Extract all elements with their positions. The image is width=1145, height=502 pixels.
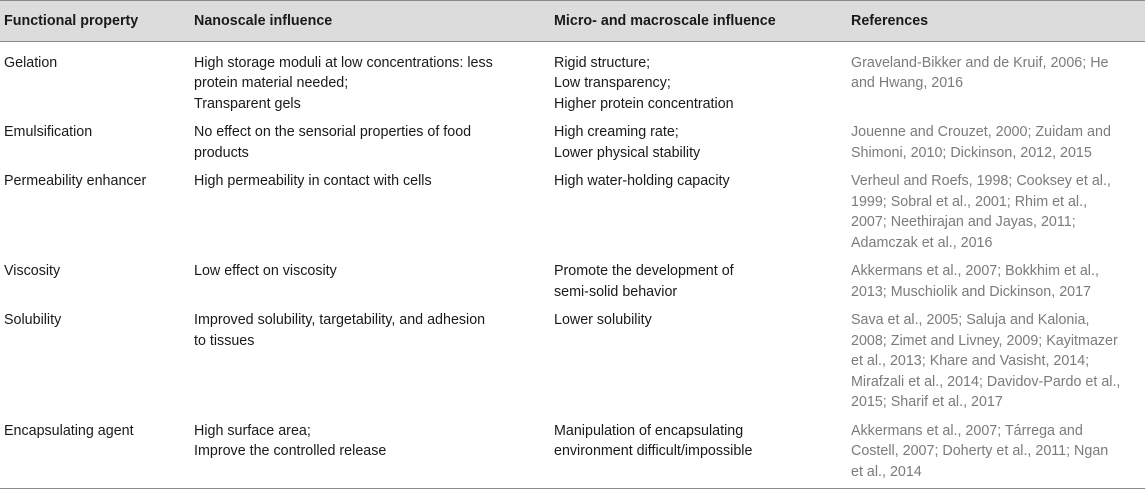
cell-nanoscale: High surface area; Improve the controlled release [188, 417, 548, 489]
cell-references: Akkermans et al., 2007; Tárrega and Costell, 2007; Doherty et al., 2011; Ngan et al., 2014 [845, 417, 1145, 489]
cell-microscale: Promote the development of semi-solid behavior [554, 263, 734, 300]
cell-property: Gelation [4, 54, 58, 71]
header-micro-macroscale-influence: Micro- and macroscale influence [548, 1, 845, 42]
header-row [0, 1, 1145, 42]
table-row [0, 118, 1145, 167]
cell-property: Permeability enhancer [4, 173, 147, 189]
cell-references: Sava et al., 2005; Saluja and Kalonia, 2008; Zimet and Livney, 2009; Kayitmazer et al., 2013; Khare and Vasisht, 2014; Mirafzali et al., 2014; Davidov-Pardo et al., 2015; Sharif et al., 2017 [851, 312, 1121, 410]
table-row [0, 167, 1145, 257]
table-body [0, 41, 1145, 489]
table-row [0, 306, 1145, 417]
cell-nanoscale: No effect on the sensorial properties of food products [194, 124, 472, 161]
cell-microscale: High creaming rate; Lower physical stability [554, 124, 701, 161]
cell-property: Encapsulating agent [0, 417, 188, 489]
cell-property: Emulsification [4, 124, 93, 140]
table-row [0, 257, 1145, 306]
cell-references: Jouenne and Crouzet, 2000; Zuidam and Shimoni, 2010; Dickinson, 2012, 2015 [851, 124, 1111, 161]
table-row [0, 41, 1145, 118]
cell-property: Viscosity [4, 263, 61, 279]
cell-references: Verheul and Roefs, 1998; Cooksey et al., 1999; Sobral et al., 2001; Rhim et al., 2007; Neethirajan and Jayas, 2011; Adamczak et al., 2016 [851, 173, 1111, 251]
header-references: References [845, 1, 1145, 42]
cell-microscale: Rigid structure; Low transparency; Higher protein concentration [554, 54, 734, 112]
cell-references: Graveland-Bikker and de Kruif, 2006; He and Hwang, 2016 [851, 54, 1109, 91]
cell-microscale: Manipulation of encapsulating environment difficult/impossible [548, 417, 845, 489]
cell-nanoscale: High storage moduli at low concentrations: less protein material needed; Transparent gels [194, 54, 493, 112]
table-row [0, 417, 1145, 489]
cell-references: Akkermans et al., 2007; Bokkhim et al., 2013; Muschiolik and Dickinson, 2017 [851, 263, 1099, 300]
header-functional-property: Functional property [0, 1, 188, 42]
cell-nanoscale: Low effect on viscosity [194, 263, 337, 279]
table-header [0, 1, 1145, 42]
header-nanoscale-influence: Nanoscale influence [188, 1, 548, 42]
cell-property: Solubility [4, 312, 62, 328]
cell-nanoscale: High permeability in contact with cells [194, 173, 432, 189]
cell-nanoscale: Improved solubility, targetability, and adhesion to tissues [194, 312, 486, 349]
cell-microscale: High water-holding capacity [554, 173, 730, 189]
cell-microscale: Lower solubility [554, 312, 652, 328]
